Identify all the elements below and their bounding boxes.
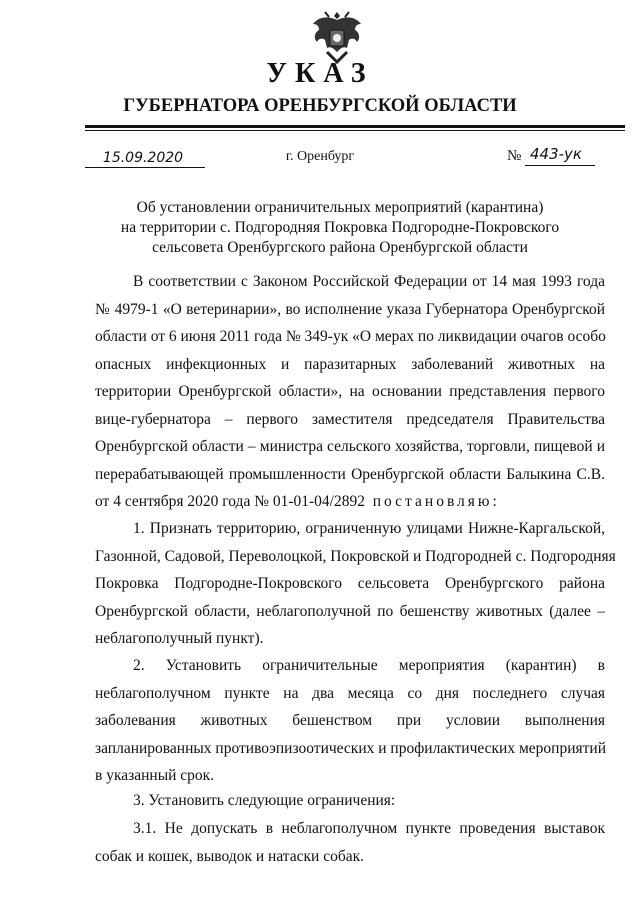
number-underline (525, 165, 595, 166)
document-number: 443-ук (530, 145, 582, 163)
paragraph-line: Оренбургской области, неблагополучной по бешенству животных (далее – (95, 602, 605, 620)
paragraph-line: 1. Признать территорию, ограниченную улицами Нижне-Каргальской, (133, 520, 605, 537)
number-sign: № (507, 148, 522, 164)
paragraph-text: от 4 сентября 2020 года № 01-01-04/2892 (95, 493, 365, 510)
paragraph-line: Оренбургской области – министра сельского хозяйства, торговли, пищевой и (95, 438, 605, 455)
item-3-1-paragraph (95, 815, 605, 870)
paragraph-line: 3.1. Не допускать в неблагополучном пункте проведения выставок (133, 820, 605, 837)
item-3-paragraph (95, 787, 605, 815)
preamble-paragraph (95, 268, 605, 516)
paragraph-line: заболевания животных бешенством при условии выполнения (95, 712, 605, 729)
document-heading (110, 198, 570, 258)
document-date: 15.09.2020 (102, 150, 184, 166)
heading-line: Об установлении ограничительных мероприятий (карантина) (136, 199, 544, 216)
paragraph-line (95, 488, 605, 516)
document-type-title: УКАЗ (266, 58, 374, 89)
paragraph-line: перерабатывающей промышленности Оренбургской области Балыкина С.В. (95, 465, 605, 483)
paragraph-line: в указанный срок. (95, 767, 215, 784)
paragraph-line: вице-губернатора – первого заместителя председателя Правительства (95, 410, 605, 428)
heading-line: на территории с. Подгородняя Покровка Подгородне-Покровского (120, 219, 560, 236)
paragraph-line: неблагополучный пункт). (95, 630, 264, 647)
header-rule-thin (85, 130, 625, 131)
paragraph-line: территории Оренбургской области», на основании представления первого (95, 383, 605, 400)
header-rule-thick (85, 125, 625, 128)
paragraph-line: 3. Установить следующие ограничения: (133, 792, 396, 809)
paragraph-line: собак и кошек, выводок и натаски собак. (95, 847, 365, 865)
paragraph-line: Покровка Подгородне-Покровского сельсовета Оренбургского района (95, 575, 605, 592)
paragraph-line: 2. Установить ограничительные мероприятия (карантин) в (133, 657, 605, 674)
item-2-paragraph (95, 652, 605, 790)
date-underline (85, 167, 205, 168)
item-1-paragraph (95, 515, 616, 653)
heading-line: сельсовета Оренбургского района Оренбургской области (152, 239, 528, 256)
paragraph-line: В соответствии с Законом Российской Федерации от 14 мая 1993 года (133, 273, 605, 290)
decree-word: постановляю: (372, 493, 500, 510)
paragraph-line: опасных инфекционных и паразитарных заболеваний животных на (95, 355, 605, 373)
issuer-subtitle: ГУБЕРНАТОРА ОРЕНБУРГСКОЙ ОБЛАСТИ (123, 96, 517, 116)
paragraph-line: области от 6 июня 2011 года № 349-ук «О мерах по ликвидации очагов особо (95, 328, 606, 345)
paragraph-line: неблагополучном пункте на два месяца со дня последнего случая (95, 684, 605, 702)
paragraph-line: № 4979-1 «О ветеринарии», во исполнение указа Губернатора Оренбургской (95, 300, 605, 318)
document-city: г. Оренбург (285, 149, 355, 164)
paragraph-line: запланированных противоэпизоотических и профилактических мероприятий (95, 739, 606, 757)
paragraph-line: Газонной, Садовой, Переволоцкой, Покровской и Подгородней с. Подгородняя (95, 547, 616, 565)
